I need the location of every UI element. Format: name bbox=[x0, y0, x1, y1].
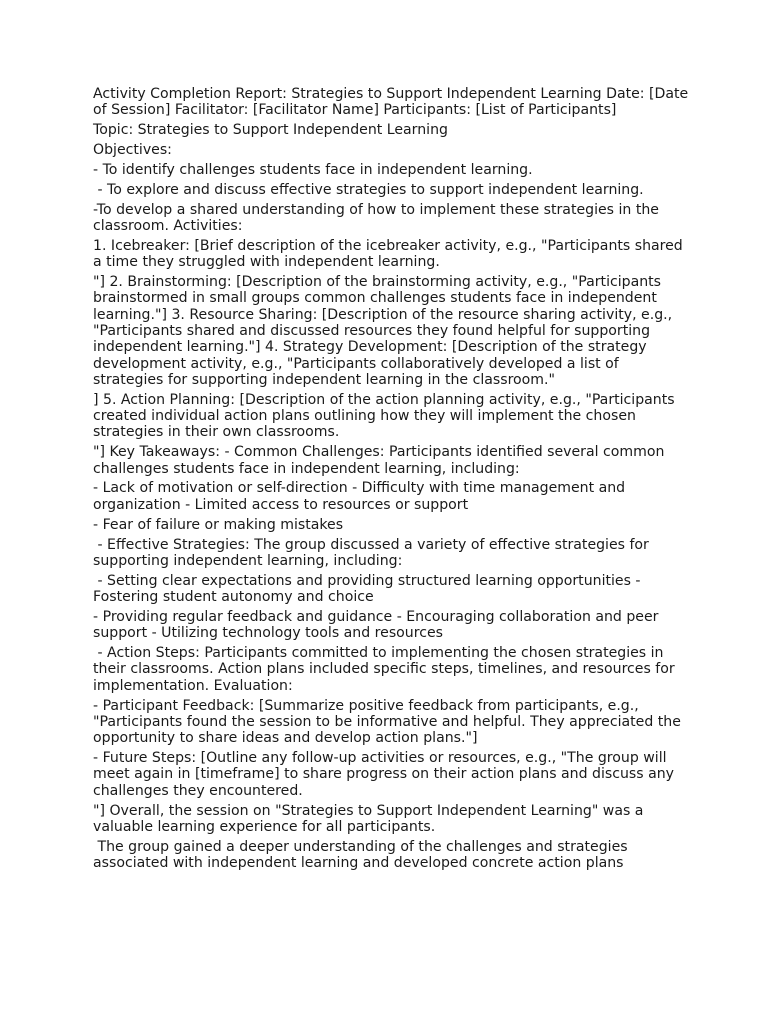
challenge-list: - Lack of motivation or self-direction - Difficulty with time management and organization - Limited access to resources or support bbox=[93, 480, 630, 513]
strategy-list: - Setting clear expectations and providing structured learning opportunities - Fostering student autonomy and choice bbox=[93, 572, 645, 606]
objective-item: - To explore and discuss effective strategies to support independent learning. bbox=[93, 181, 644, 198]
objectives-heading: Objectives: bbox=[93, 142, 172, 159]
closing-paragraph: The group gained a deeper understanding of the challenges and strategies associated with independent learning and developed concrete action plans bbox=[93, 838, 633, 872]
activity-item: "] 2. Brainstorming: [Description of the brainstorming activity, e.g., "Participants brainstormed in small groups common challenges students face in independent learning."] 3. Resource Sharing: [Description of the resource sharing activity, e.g., "Participants shared and discussed resources they found helpful for supporting independent learning."] 4. Strategy Development: [Description of the strategy development activity, e.g., "Participants collaboratively developed a list of strategies for supporting independent learning in the classroom." bbox=[93, 274, 677, 388]
report-heading: Activity Completion Report: Strategies to Support Independent Learning Date: [Date of Session] Facilitator: [Facilitator Name] Participants: [List of Participants] bbox=[93, 86, 693, 119]
feedback-paragraph: - Participant Feedback: [Summarize positive feedback from participants, e.g., "Participants found the session to be informative and helpful. They appreciated the opportunity to share ideas and develop action plans."] bbox=[93, 697, 686, 747]
objective-item: -To develop a shared understanding of how to implement these strategies in the classroom. Activities: bbox=[93, 201, 664, 235]
strategies-paragraph: - Effective Strategies: The group discussed a variety of effective strategies for supporting independent learning, including: bbox=[93, 536, 654, 569]
topic-line: Topic: Strategies to Support Independent Learning bbox=[93, 122, 448, 139]
future-steps-paragraph: - Future Steps: [Outline any follow-up activities or resources, e.g., "The group will meet again in [timeframe] to share progress on their action plans and discuss any challenges they encountered. bbox=[93, 750, 679, 799]
activity-item: ] 5. Action Planning: [Description of the action planning activity, e.g., "Participants created individual action plans outlining how they will implement the chosen strategies in their own classrooms. bbox=[93, 391, 680, 441]
objective-item: - To identify challenges students face in independent learning. bbox=[93, 161, 533, 178]
report-body bbox=[93, 86, 693, 875]
action-steps-paragraph: - Action Steps: Participants committed to implementing the chosen strategies in their classrooms. Action plans included specific steps, timelines, and resources for implementation. Evaluation: bbox=[93, 645, 680, 694]
overall-paragraph: "] Overall, the session on "Strategies to Support Independent Learning" was a valuable learning experience for all participants. bbox=[93, 802, 648, 835]
activity-item: 1. Icebreaker: [Brief description of the icebreaker activity, e.g., "Participants shared a time they struggled with independent learning. bbox=[93, 237, 688, 271]
takeaways-paragraph: "] Key Takeaways: - Common Challenges: Participants identified several common challenges students face in independent learning, including: bbox=[93, 444, 669, 477]
strategy-list: - Providing regular feedback and guidance - Encouraging collaboration and peer support - Utilizing technology tools and resources bbox=[93, 608, 663, 642]
challenge-list: - Fear of failure or making mistakes bbox=[93, 516, 344, 533]
